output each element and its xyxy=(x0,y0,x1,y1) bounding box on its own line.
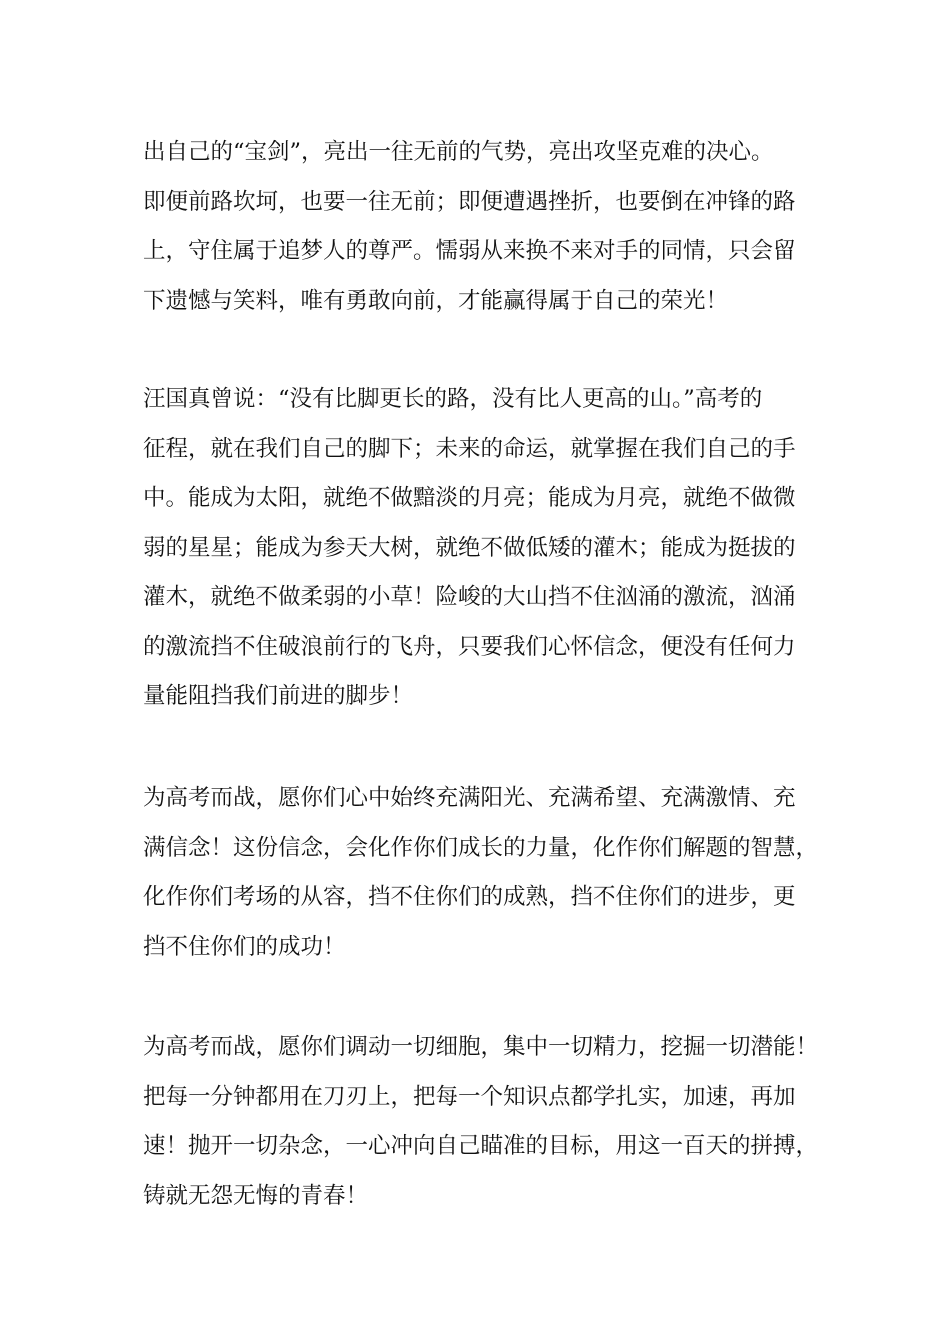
text-line: 挡不住你们的成功！ xyxy=(143,933,346,960)
text-line: 弱的星星；能成为参天大树，就绝不做低矮的灌木；能成为挺拔的 xyxy=(143,534,796,561)
text-line: 为高考而战，愿你们心中始终充满阳光、充满希望、充满激情、充 xyxy=(143,785,796,811)
text-line: 汪国真曾说：“没有比脚更长的路，没有比人更高的山。”高考的 xyxy=(143,386,763,412)
text-line: 铸就无怨无悔的青春！ xyxy=(143,1182,369,1209)
text-line: 量能阻挡我们前进的脚步！ xyxy=(143,683,414,709)
paragraph-1 xyxy=(143,128,813,326)
text-line: 灌木，就绝不做柔弱的小草！险峻的大山挡不住汹涌的激流，汹涌 xyxy=(143,584,796,610)
paragraph-4 xyxy=(143,1023,819,1221)
paragraph-2 xyxy=(143,375,813,722)
text-line: 速！抛开一切杂念，一心冲向自己瞄准的目标，用这一百天的拼搏， xyxy=(143,1133,819,1159)
text-line: 的激流挡不住破浪前行的飞舟，只要我们心怀信念，便没有任何力 xyxy=(143,633,796,660)
text-line: 为高考而战，愿你们调动一切细胞，集中一切精力，挖掘一切潜能！ xyxy=(143,1034,819,1060)
text-line: 下遗憾与笑料，唯有勇敢向前，才能赢得属于自己的荣光！ xyxy=(143,287,729,314)
text-line: 中。能成为太阳，就绝不做黯淡的月亮；能成为月亮，就绝不做微 xyxy=(143,485,796,511)
text-line: 出自己的“宝剑”，亮出一往无前的气势，亮出攻坚克难的决心。 xyxy=(143,139,774,165)
text-line: 征程，就在我们自己的脚下；未来的命运，就掌握在我们自己的手 xyxy=(143,435,796,462)
text-line: 即便前路坎坷，也要一往无前；即便遭遇挫折，也要倒在冲锋的路 xyxy=(143,188,796,215)
text-line: 上，守住属于追梦人的尊严。懦弱从来换不来对手的同情，只会留 xyxy=(143,238,796,264)
paragraph-3 xyxy=(143,774,819,972)
text-line: 满信念！这份信念，会化作你们成长的力量，化作你们解题的智慧， xyxy=(143,834,819,861)
text-line: 把每一分钟都用在刀刃上，把每一个知识点都学扎实，加速，再加 xyxy=(143,1083,796,1110)
text-line: 化作你们考场的从容，挡不住你们的成熟，挡不住你们的进步，更 xyxy=(143,884,796,910)
